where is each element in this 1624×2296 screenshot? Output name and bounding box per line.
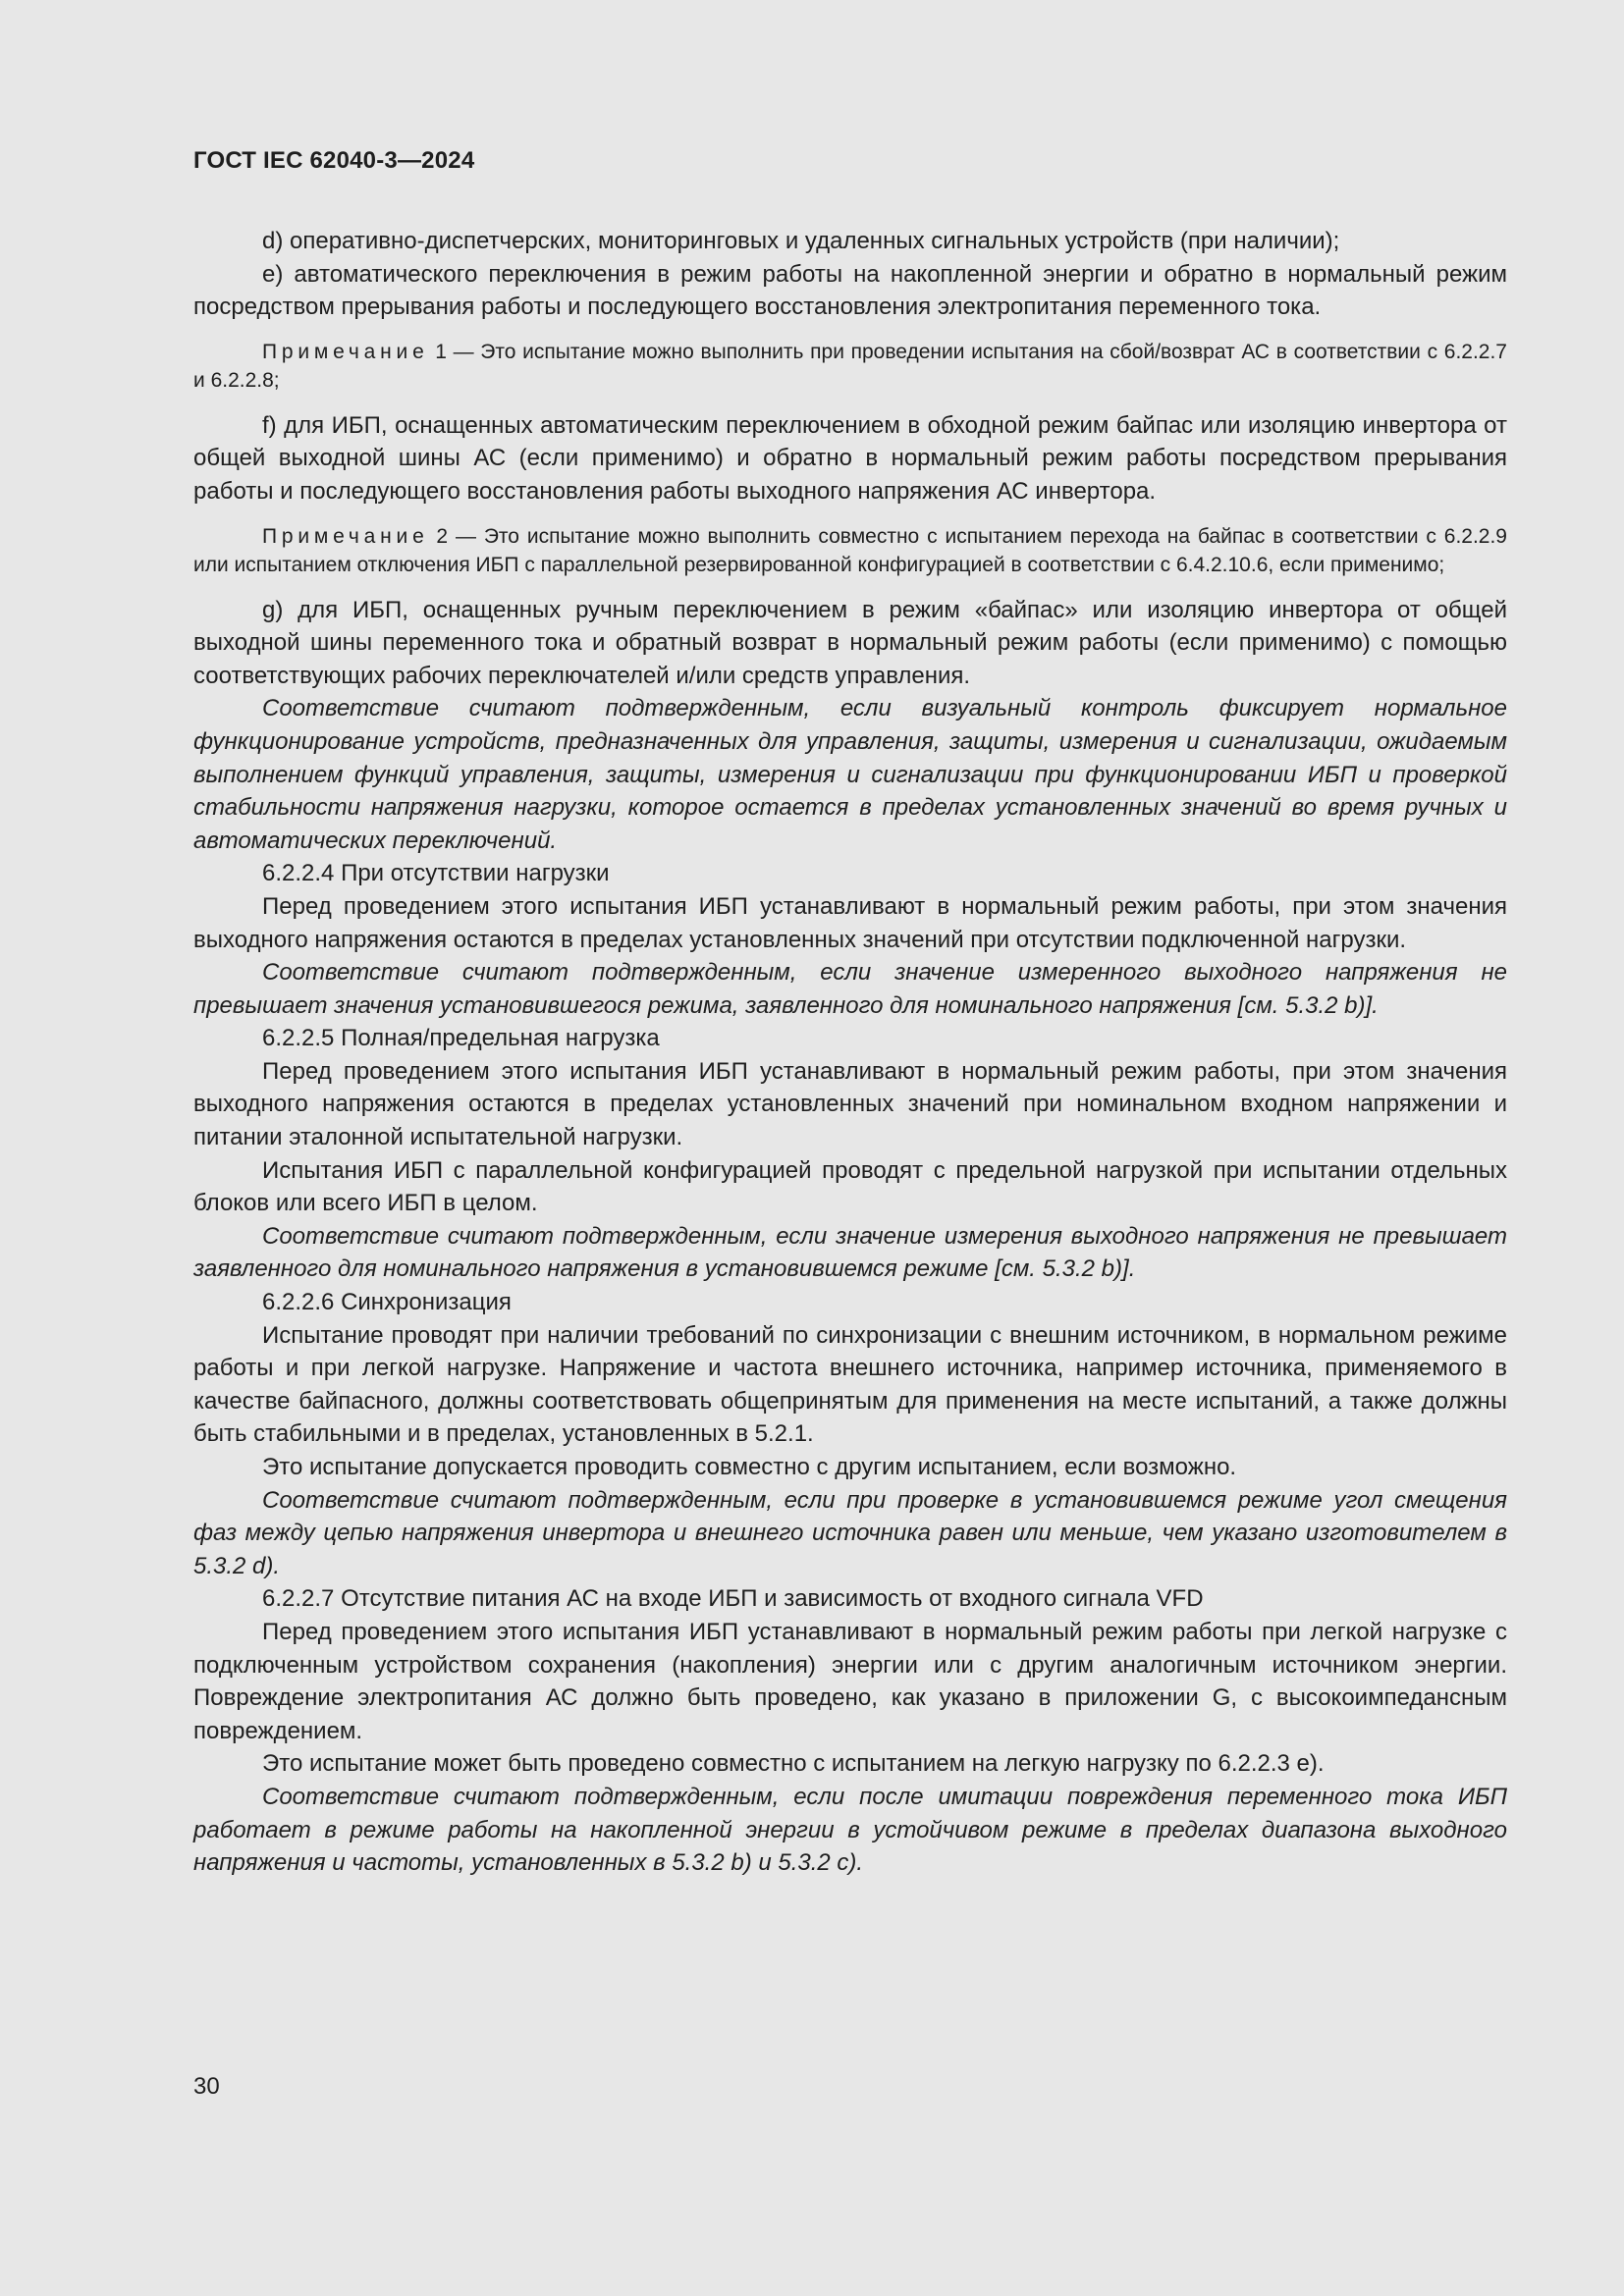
section-6226-compliance: Соответствие считают подтвержденным, если при проверке в установившемся режиме угол смещения фаз между цепью напряжения инвертора и внешнего источника равен или меньше, чем указано изготовителем в 5.3.2 d).	[193, 1486, 1507, 1579]
section-6226-heading: 6.2.2.6 Синхронизация	[262, 1289, 512, 1316]
section-6224-compliance: Соответствие считают подтвержденным, если значение измеренного выходного напряжения не превышает значения установившегося режима, заявленного для номинального напряжения [см. 5.3.2 b)].	[193, 959, 1507, 1019]
section-6227-paragraph-1: Перед проведением этого испытания ИБП устанавливают в нормальный режим работы при легкой нагрузке с подключенным устройством сохранения (накопления) энергии или с другим аналогичным источником энергии. Повреждение электропитания АС должно быть проведено, как указано в приложении G, с высокоимпедансным повреждением.	[193, 1618, 1507, 1744]
standard-header: ГОСТ IEC 62040-3—2024	[193, 147, 475, 174]
list-item-g: g) для ИБП, оснащенных ручным переключением в режим «байпас» или изоляцию инвертора от общей выходной шины переменного тока и обратный возврат в нормальный режим работы (если применимо) с помощью соответствующих рабочих переключателей и/или средств управления.	[193, 596, 1507, 689]
list-item-e: e) автоматического переключения в режим работы на накопленной энергии и обратно в нормальный режим посредством прерывания работы и последующего восстановления электропитания переменного тока.	[193, 260, 1507, 321]
section-6224-heading: 6.2.2.4 При отсутствии нагрузки	[262, 860, 610, 887]
section-6225-paragraph-2: Испытания ИБП с параллельной конфигурацией проводят с предельной нагрузкой при испытании отдельных блоков или всего ИБП в целом.	[193, 1156, 1507, 1217]
compliance-g: Соответствие считают подтвержденным, если визуальный контроль фиксирует нормальное функционирование устройств, предназначенных для управления, защиты, измерения и сигнализации, ожидаемым выполнением функций управления, защиты, измерения и сигнализации при функционировании ИБП и проверкой стабильности напряжения нагрузки, которое остается в пределах установленных значений во время ручных и автоматических переключений.	[193, 695, 1507, 854]
note-2-text: 2 — Это испытание можно выполнить совместно с испытанием перехода на байпас в соответствии с 6.2.2.9 или испытанием отключения ИБП с параллельной резервированной конфигурацией в соответствии с 6.4.2.10.6, если применимо;	[193, 524, 1507, 577]
page-number: 30	[193, 2073, 220, 2100]
section-6227-heading: 6.2.2.7 Отсутствие питания АС на входе ИБП и зависимость от входного сигнала VFD	[262, 1585, 1204, 1613]
section-6225-heading: 6.2.2.5 Полная/предельная нагрузка	[262, 1025, 660, 1052]
section-6225-compliance: Соответствие считают подтвержденным, если значение измерения выходного напряжения не превышает заявленного для номинального напряжения в установившемся режиме [см. 5.3.2 b)].	[193, 1222, 1507, 1283]
note-1	[193, 338, 1507, 396]
section-6224-paragraph: Перед проведением этого испытания ИБП устанавливают в нормальный режим работы, при этом значения выходного напряжения остаются в пределах установленных значений при отсутствии подключенной нагрузки.	[193, 892, 1507, 953]
note-2-label: Примечание	[262, 524, 429, 548]
section-6227-paragraph-2: Это испытание может быть проведено совместно с испытанием на легкую нагрузку по 6.2.2.3 е).	[262, 1750, 1325, 1778]
section-6226-paragraph-1: Испытание проводят при наличии требований по синхронизации с внешним источником, в нормальном режиме работы и при легкой нагрузке. Напряжение и частота внешнего источника, например источника, применяемого в качестве байпасного, должны соответствовать общепринятым для применения на месте испытаний, а также должны быть стабильными и в пределах, установленных в 5.2.1.	[193, 1321, 1507, 1448]
note-2	[193, 522, 1507, 580]
list-item-d: d) оперативно-диспетчерских, мониторинговых и удаленных сигнальных устройств (при наличии);	[262, 228, 1340, 254]
section-6226-paragraph-2: Это испытание допускается проводить совместно с другим испытанием, если возможно.	[262, 1454, 1237, 1480]
page-body	[193, 225, 1507, 1880]
section-6227-compliance: Соответствие считают подтвержденным, если после имитации повреждения переменного тока ИБП работает в режиме работы на накопленной энергии в устойчивом режиме в пределах диапазона выходного напряжения и частоты, установленных в 5.3.2 b) и 5.3.2 c).	[193, 1783, 1507, 1877]
section-6225-paragraph-1: Перед проведением этого испытания ИБП устанавливают в нормальный режим работы, при этом значения выходного напряжения остаются в пределах установленных значений при номинальном входном напряжении и питании эталонной испытательной нагрузки.	[193, 1057, 1507, 1151]
note-1-text: 1 — Это испытание можно выполнить при проведении испытания на сбой/возврат АС в соответствии с 6.2.2.7 и 6.2.2.8;	[193, 340, 1507, 393]
list-item-f: f) для ИБП, оснащенных автоматическим переключением в обходной режим байпас или изоляцию инвертора от общей выходной шины АС (если применимо) и обратно в нормальный режим работы посредством прерывания работы и последующего восстановления работы выходного напряжения АС инвертора.	[193, 411, 1507, 505]
note-1-label: Примечание	[262, 340, 429, 363]
